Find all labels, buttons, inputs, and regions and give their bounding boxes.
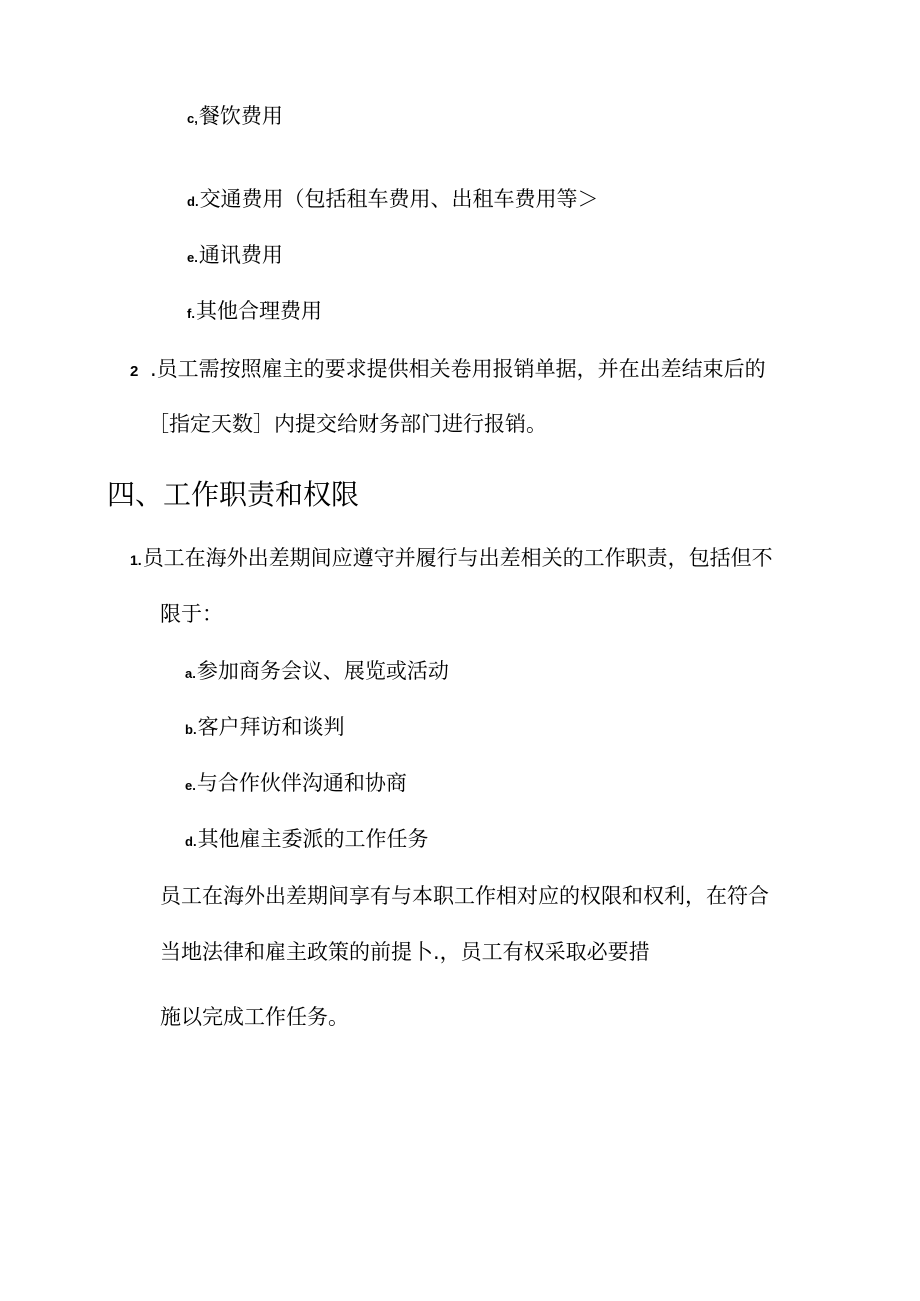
paragraph-continuation: 限于：	[160, 602, 223, 626]
list-item-text: 通讯费用	[198, 243, 283, 267]
paragraph-line: 员工在海外出差期间享有与本职工作相对应的权限和权利，在符合	[160, 884, 769, 908]
list-item	[187, 185, 599, 216]
list-item-text: 参加商务会议、展览或活动	[196, 659, 449, 683]
paragraph-line: 施以完成工作任务。	[160, 1005, 349, 1029]
list-marker: e.	[185, 778, 196, 793]
list-item-text: 其他合理费用	[195, 299, 322, 323]
list-item-text: 客户拜访和谈判	[197, 715, 345, 739]
paragraph-continuation: ［指定天数］内提交给财务部门进行报销。	[148, 412, 547, 436]
list-item-text: 与合作伙伴沟通和协商	[196, 771, 407, 795]
list-item	[185, 825, 429, 856]
list-item	[187, 241, 283, 272]
list-item	[187, 102, 283, 133]
list-marker: c,	[187, 111, 198, 126]
list-item	[185, 657, 449, 688]
section-heading: 四、工作职责和权限	[107, 478, 360, 511]
numbered-paragraph-line	[130, 544, 773, 574]
list-marker: a.	[185, 666, 196, 681]
list-item	[187, 297, 322, 328]
paragraph-text: .员工需按照雇主的要求提供相关卷用报销单据，并在出差结束后的	[150, 357, 766, 381]
paragraph-number: 1.	[130, 552, 142, 568]
list-item-text: 其他雇主委派的工作任务	[197, 827, 429, 851]
numbered-paragraph-line	[130, 355, 766, 386]
list-item	[185, 769, 407, 800]
list-marker: e.	[187, 250, 198, 265]
list-item	[185, 713, 345, 744]
list-marker: b.	[185, 722, 197, 737]
paragraph-number: 2	[130, 363, 139, 380]
list-marker: d.	[187, 194, 199, 209]
paragraph-line: 当地法律和雇主政策的前提卜.，员工有权采取必要措	[160, 940, 650, 964]
list-item-text: 餐饮费用	[198, 104, 283, 128]
paragraph-text: 员工在海外出差期间应遵守并履行与出差相关的工作职责，包括但不	[142, 546, 773, 570]
list-marker: d.	[185, 834, 197, 849]
list-item-text: 交通费用（包括租车费用、出租车费用等＞	[199, 187, 599, 211]
list-marker: f.	[187, 306, 195, 321]
